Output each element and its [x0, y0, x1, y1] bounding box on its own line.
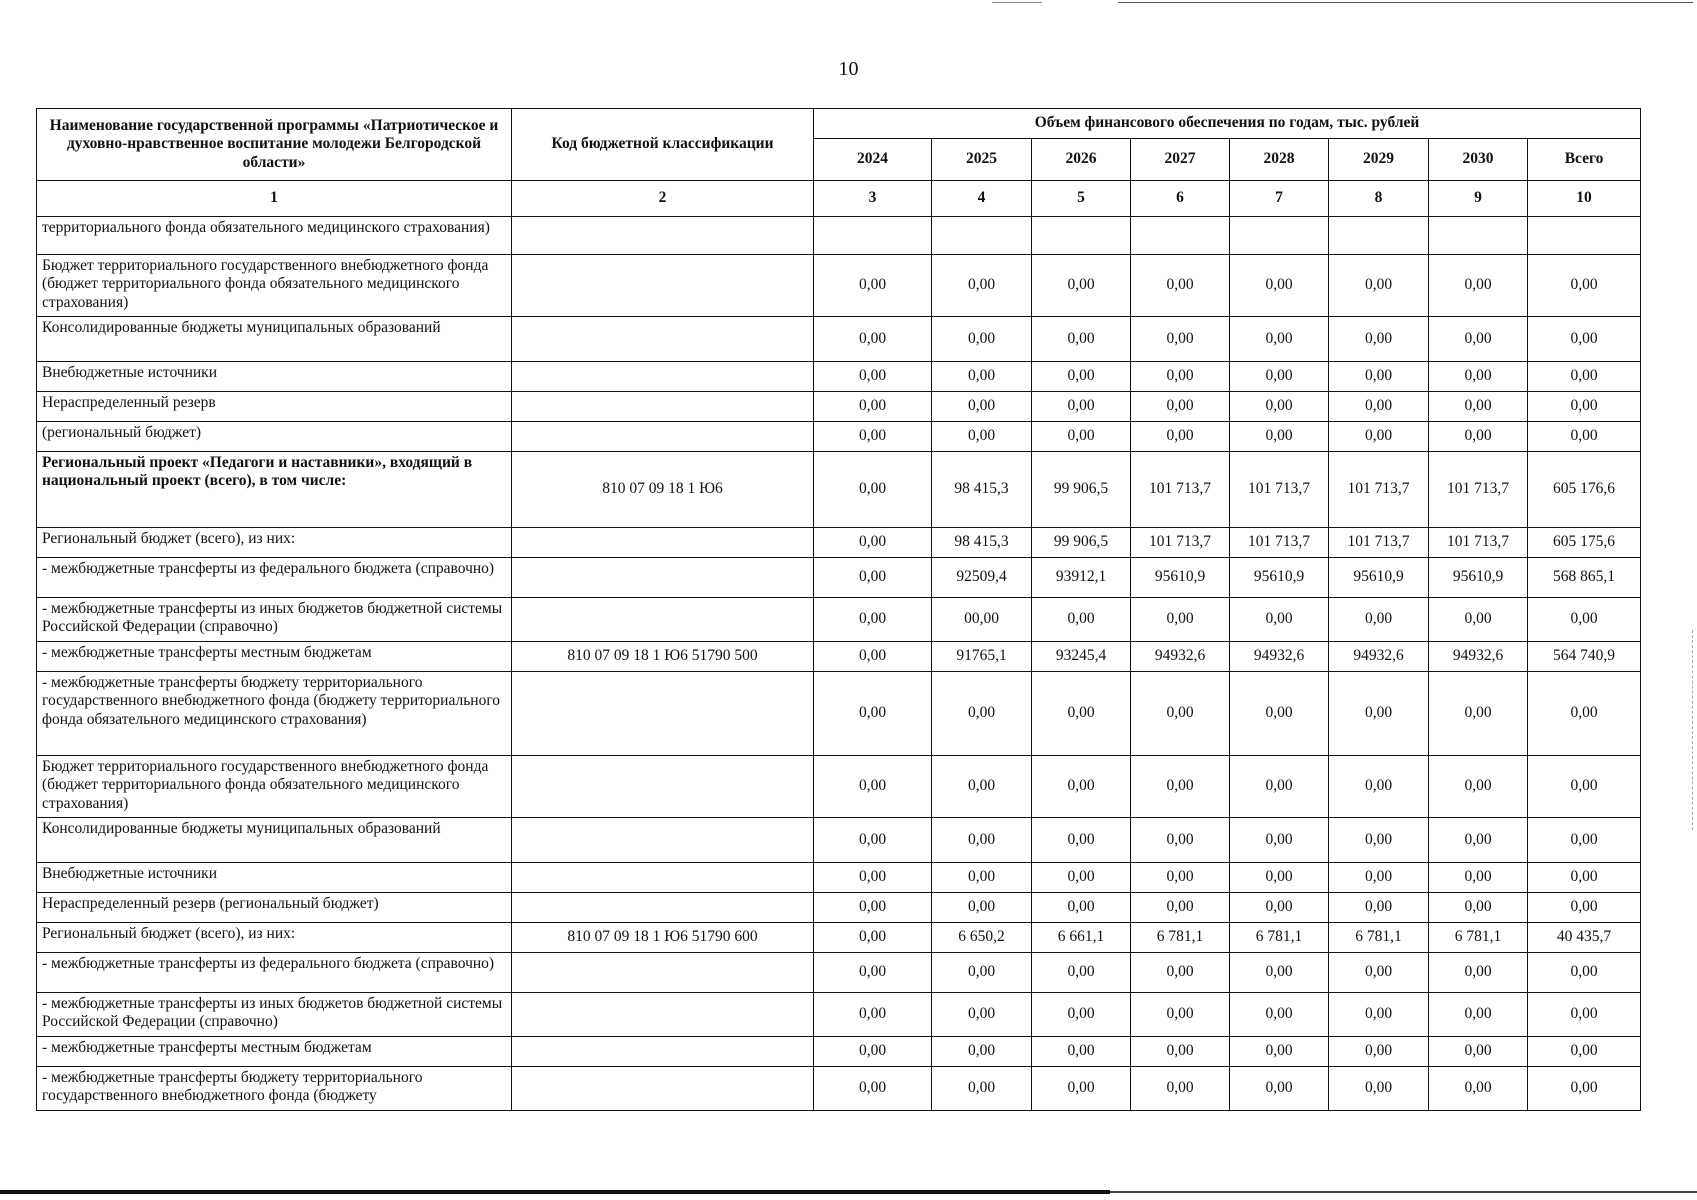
row-year-value: 94932,6 [1429, 642, 1528, 672]
header-year: 2026 [1032, 139, 1131, 181]
row-year-value: 0,00 [932, 993, 1032, 1037]
row-year-value: 0,00 [1429, 255, 1528, 317]
row-year-value: 0,00 [814, 528, 932, 558]
row-budget-code [512, 993, 814, 1037]
row-year-value: 0,00 [1329, 893, 1429, 923]
row-year-value: 0,00 [814, 1037, 932, 1067]
header-year: 2029 [1329, 139, 1429, 181]
row-budget-code [512, 672, 814, 756]
row-year-value: 0,00 [1230, 255, 1329, 317]
row-name: - межбюджетные трансферты местным бюджетам [37, 642, 512, 672]
row-year-value: 0,00 [1230, 392, 1329, 422]
column-index: 4 [932, 181, 1032, 217]
row-year-value: 0,00 [1230, 993, 1329, 1037]
row-year-value: 101 713,7 [1131, 528, 1230, 558]
row-budget-code [512, 818, 814, 863]
row-year-value: 0,00 [1230, 1067, 1329, 1111]
row-year-value: 0,00 [932, 362, 1032, 392]
row-year-value: 0,00 [932, 953, 1032, 993]
table-row [37, 317, 1641, 362]
row-year-value: 0,00 [1329, 863, 1429, 893]
row-year-value: 0,00 [932, 422, 1032, 452]
row-year-value: 0,00 [1131, 818, 1230, 863]
row-budget-code [512, 598, 814, 642]
row-year-value: 94932,6 [1131, 642, 1230, 672]
row-year-value: 00,00 [932, 598, 1032, 642]
row-year-value: 0,00 [1329, 598, 1429, 642]
header-year: 2025 [932, 139, 1032, 181]
row-year-value: 101 713,7 [1230, 452, 1329, 528]
row-year-value: 0,00 [814, 392, 932, 422]
row-year-value: 0,00 [814, 642, 932, 672]
row-year-value: 0,00 [1131, 598, 1230, 642]
scan-artifact-line [1118, 2, 1693, 3]
column-index: 2 [512, 181, 814, 217]
row-year-value: 0,00 [1131, 993, 1230, 1037]
row-year-value: 0,00 [1429, 863, 1528, 893]
row-year-value [1131, 217, 1230, 255]
table-row [37, 422, 1641, 452]
row-year-value: 101 713,7 [1329, 528, 1429, 558]
row-year-value: 0,00 [1429, 1067, 1528, 1111]
row-total-value: 0,00 [1528, 422, 1641, 452]
row-year-value: 6 781,1 [1230, 923, 1329, 953]
row-year-value: 95610,9 [1230, 558, 1329, 598]
row-year-value: 0,00 [1429, 672, 1528, 756]
row-year-value: 0,00 [814, 953, 932, 993]
row-budget-code: 810 07 09 18 1 Ю6 [512, 452, 814, 528]
row-year-value: 6 781,1 [1429, 923, 1528, 953]
row-total-value: 0,00 [1528, 255, 1641, 317]
row-year-value: 0,00 [1230, 756, 1329, 818]
row-year-value: 0,00 [1131, 756, 1230, 818]
row-year-value: 0,00 [1230, 672, 1329, 756]
row-year-value: 0,00 [1131, 953, 1230, 993]
row-total-value: 0,00 [1528, 317, 1641, 362]
row-year-value: 101 713,7 [1329, 452, 1429, 528]
row-budget-code [512, 1037, 814, 1067]
row-year-value: 0,00 [1032, 317, 1131, 362]
row-year-value: 0,00 [1329, 1037, 1429, 1067]
row-year-value: 0,00 [1131, 1067, 1230, 1111]
row-year-value: 0,00 [1131, 893, 1230, 923]
row-year-value: 0,00 [814, 923, 932, 953]
scan-bottom-line [1110, 1191, 1697, 1193]
row-name: Региональный проект «Педагоги и наставники», входящий в национальный проект (всего), в том числе: [37, 452, 512, 528]
scan-edge-marks [1692, 630, 1694, 830]
row-year-value: 91765,1 [932, 642, 1032, 672]
financing-table [36, 108, 1641, 1111]
column-index-row [37, 181, 1641, 217]
row-name: - межбюджетные трансферты бюджету территориального государственного внебюджетного фонда (бюджету территориального фонда обязательного медицинского страхования) [37, 672, 512, 756]
row-year-value: 0,00 [1032, 818, 1131, 863]
row-name: Консолидированные бюджеты муниципальных образований [37, 317, 512, 362]
row-year-value: 93912,1 [1032, 558, 1131, 598]
header-total: Всего [1528, 139, 1641, 181]
row-year-value: 0,00 [1329, 756, 1429, 818]
row-year-value: 101 713,7 [1429, 452, 1528, 528]
row-year-value: 0,00 [932, 1067, 1032, 1111]
row-budget-code [512, 863, 814, 893]
column-index: 9 [1429, 181, 1528, 217]
header-year: 2024 [814, 139, 932, 181]
row-year-value: 0,00 [932, 818, 1032, 863]
row-year-value: 0,00 [932, 392, 1032, 422]
scan-artifact-line [992, 2, 1042, 3]
row-budget-code: 810 07 09 18 1 Ю6 51790 600 [512, 923, 814, 953]
column-index: 10 [1528, 181, 1641, 217]
row-budget-code [512, 528, 814, 558]
column-index: 1 [37, 181, 512, 217]
row-budget-code [512, 255, 814, 317]
row-total-value: 0,00 [1528, 863, 1641, 893]
row-budget-code [512, 392, 814, 422]
row-year-value: 101 713,7 [1429, 528, 1528, 558]
page-number: 10 [838, 58, 859, 80]
column-index: 3 [814, 181, 932, 217]
row-budget-code [512, 893, 814, 923]
row-budget-code [512, 756, 814, 818]
row-name: Региональный бюджет (всего), из них: [37, 923, 512, 953]
row-year-value: 0,00 [814, 558, 932, 598]
row-year-value: 0,00 [814, 452, 932, 528]
row-budget-code [512, 422, 814, 452]
row-name: - межбюджетные трансферты из иных бюджетов бюджетной системы Российской Федерации (справочно) [37, 598, 512, 642]
row-year-value: 0,00 [1230, 953, 1329, 993]
column-index: 6 [1131, 181, 1230, 217]
row-name: Нераспределенный резерв [37, 392, 512, 422]
row-year-value: 0,00 [1329, 392, 1429, 422]
row-year-value: 0,00 [814, 362, 932, 392]
row-total-value: 605 176,6 [1528, 452, 1641, 528]
row-year-value: 0,00 [1131, 672, 1230, 756]
row-year-value: 0,00 [1032, 422, 1131, 452]
table-row [37, 392, 1641, 422]
row-year-value: 0,00 [814, 1067, 932, 1111]
row-total-value [1528, 217, 1641, 255]
header-budget-code: Код бюджетной классификации [512, 109, 814, 181]
row-year-value: 0,00 [932, 1037, 1032, 1067]
row-year-value: 0,00 [932, 756, 1032, 818]
table-row [37, 528, 1641, 558]
column-index: 7 [1230, 181, 1329, 217]
row-name: - межбюджетные трансферты из федерального бюджета (справочно) [37, 953, 512, 993]
row-budget-code [512, 217, 814, 255]
row-year-value: 0,00 [932, 893, 1032, 923]
header-year: 2030 [1429, 139, 1528, 181]
row-year-value: 0,00 [1032, 1037, 1131, 1067]
row-year-value: 0,00 [1131, 317, 1230, 362]
row-name: - межбюджетные трансферты из федерального бюджета (справочно) [37, 558, 512, 598]
table-row [37, 1067, 1641, 1111]
row-budget-code [512, 558, 814, 598]
row-name: Консолидированные бюджеты муниципальных образований [37, 818, 512, 863]
row-year-value: 0,00 [1131, 863, 1230, 893]
row-budget-code [512, 317, 814, 362]
row-year-value [1429, 217, 1528, 255]
row-total-value: 40 435,7 [1528, 923, 1641, 953]
table-row [37, 756, 1641, 818]
row-year-value: 0,00 [1230, 422, 1329, 452]
row-year-value: 0,00 [1032, 392, 1131, 422]
row-year-value: 0,00 [1131, 422, 1230, 452]
row-total-value: 564 740,9 [1528, 642, 1641, 672]
row-year-value: 92509,4 [932, 558, 1032, 598]
row-total-value: 568 865,1 [1528, 558, 1641, 598]
row-year-value: 6 661,1 [1032, 923, 1131, 953]
row-name: Внебюджетные источники [37, 362, 512, 392]
row-year-value: 0,00 [814, 863, 932, 893]
row-total-value: 0,00 [1528, 392, 1641, 422]
row-year-value: 6 781,1 [1131, 923, 1230, 953]
row-year-value: 0,00 [1429, 392, 1528, 422]
table-row [37, 818, 1641, 863]
row-year-value: 0,00 [1329, 362, 1429, 392]
row-year-value: 93245,4 [1032, 642, 1131, 672]
row-year-value: 99 906,5 [1032, 528, 1131, 558]
row-year-value: 0,00 [814, 255, 932, 317]
row-budget-code [512, 953, 814, 993]
row-year-value: 0,00 [1429, 993, 1528, 1037]
table-row [37, 217, 1641, 255]
row-year-value: 0,00 [1329, 818, 1429, 863]
row-year-value: 0,00 [814, 993, 932, 1037]
row-total-value: 0,00 [1528, 1067, 1641, 1111]
header-program-name: Наименование государственной программы «Патриотическое и духовно-нравственное воспитание молодежи Белгородской области» [37, 109, 512, 181]
row-year-value: 0,00 [932, 317, 1032, 362]
row-year-value: 0,00 [814, 756, 932, 818]
row-year-value: 0,00 [1329, 953, 1429, 993]
row-year-value: 0,00 [1032, 893, 1131, 923]
table-row [37, 558, 1641, 598]
row-year-value: 0,00 [1230, 818, 1329, 863]
row-year-value: 0,00 [1329, 317, 1429, 362]
row-year-value: 0,00 [1329, 422, 1429, 452]
row-year-value: 0,00 [1329, 993, 1429, 1037]
row-year-value: 0,00 [1230, 317, 1329, 362]
row-year-value: 0,00 [1329, 1067, 1429, 1111]
row-year-value: 0,00 [1429, 893, 1528, 923]
row-year-value: 0,00 [1429, 317, 1528, 362]
row-year-value: 0,00 [932, 863, 1032, 893]
row-year-value: 0,00 [1032, 953, 1131, 993]
row-name: - межбюджетные трансферты местным бюджетам [37, 1037, 512, 1067]
row-year-value: 0,00 [1131, 392, 1230, 422]
row-year-value: 0,00 [1032, 672, 1131, 756]
row-year-value: 0,00 [1429, 362, 1528, 392]
row-year-value: 6 650,2 [932, 923, 1032, 953]
row-total-value: 0,00 [1528, 953, 1641, 993]
row-total-value: 605 175,6 [1528, 528, 1641, 558]
table-row [37, 923, 1641, 953]
row-name: Внебюджетные источники [37, 863, 512, 893]
row-year-value: 0,00 [814, 672, 932, 756]
row-year-value: 0,00 [814, 317, 932, 362]
header-year: 2027 [1131, 139, 1230, 181]
row-year-value: 101 713,7 [1230, 528, 1329, 558]
row-year-value: 0,00 [1329, 255, 1429, 317]
row-year-value: 0,00 [1032, 993, 1131, 1037]
row-name: Бюджет территориального государственного внебюджетного фонда (бюджет территориального фонда обязательного медицинского страхования) [37, 756, 512, 818]
row-budget-code [512, 1067, 814, 1111]
row-name: (региональный бюджет) [37, 422, 512, 452]
table-row [37, 255, 1641, 317]
row-name: территориального фонда обязательного медицинского страхования) [37, 217, 512, 255]
row-year-value: 0,00 [1032, 1067, 1131, 1111]
row-budget-code [512, 362, 814, 392]
column-index: 5 [1032, 181, 1131, 217]
row-year-value: 0,00 [1032, 255, 1131, 317]
row-year-value [814, 217, 932, 255]
row-year-value: 101 713,7 [1131, 452, 1230, 528]
row-year-value: 0,00 [1429, 1037, 1528, 1067]
row-year-value: 99 906,5 [1032, 452, 1131, 528]
row-total-value: 0,00 [1528, 993, 1641, 1037]
row-year-value: 0,00 [1230, 362, 1329, 392]
row-year-value: 95610,9 [1329, 558, 1429, 598]
row-year-value: 0,00 [1429, 953, 1528, 993]
row-total-value: 0,00 [1528, 362, 1641, 392]
row-year-value: 95610,9 [1131, 558, 1230, 598]
row-year-value: 0,00 [814, 818, 932, 863]
row-year-value: 0,00 [1230, 893, 1329, 923]
table-row [37, 893, 1641, 923]
column-index: 8 [1329, 181, 1429, 217]
row-year-value: 0,00 [1230, 1037, 1329, 1067]
row-year-value: 0,00 [932, 672, 1032, 756]
row-year-value: 95610,9 [1429, 558, 1528, 598]
row-year-value: 0,00 [1131, 1037, 1230, 1067]
row-budget-code: 810 07 09 18 1 Ю6 51790 500 [512, 642, 814, 672]
row-year-value: 0,00 [1131, 362, 1230, 392]
row-year-value: 0,00 [1032, 598, 1131, 642]
row-year-value: 0,00 [1230, 598, 1329, 642]
header-financing-volume: Объем финансового обеспечения по годам, тыс. рублей [814, 109, 1641, 139]
table-row [37, 1037, 1641, 1067]
row-year-value: 0,00 [1032, 863, 1131, 893]
row-year-value: 94932,6 [1329, 642, 1429, 672]
row-name: Региональный бюджет (всего), из них: [37, 528, 512, 558]
row-total-value: 0,00 [1528, 672, 1641, 756]
row-year-value: 0,00 [1329, 672, 1429, 756]
table-row [37, 452, 1641, 528]
row-year-value [1329, 217, 1429, 255]
row-year-value: 0,00 [1032, 362, 1131, 392]
row-name: - межбюджетные трансферты бюджету территориального государственного внебюджетного фонда (бюджету [37, 1067, 512, 1111]
header-year: 2028 [1230, 139, 1329, 181]
table-row [37, 598, 1641, 642]
row-year-value: 6 781,1 [1329, 923, 1429, 953]
row-year-value [1230, 217, 1329, 255]
row-year-value: 0,00 [1230, 863, 1329, 893]
row-name: - межбюджетные трансферты из иных бюджетов бюджетной системы Российской Федерации (справочно) [37, 993, 512, 1037]
row-total-value: 0,00 [1528, 598, 1641, 642]
row-year-value: 0,00 [1429, 422, 1528, 452]
row-total-value: 0,00 [1528, 1037, 1641, 1067]
table-row [37, 642, 1641, 672]
row-total-value: 0,00 [1528, 818, 1641, 863]
row-year-value: 0,00 [814, 422, 932, 452]
row-year-value [1032, 217, 1131, 255]
scan-bottom-line [0, 1190, 1110, 1194]
row-name: Нераспределенный резерв (региональный бюджет) [37, 893, 512, 923]
row-year-value: 0,00 [1032, 756, 1131, 818]
table-row [37, 993, 1641, 1037]
row-year-value: 0,00 [814, 893, 932, 923]
row-total-value: 0,00 [1528, 756, 1641, 818]
row-year-value: 0,00 [1429, 756, 1528, 818]
table-row [37, 672, 1641, 756]
row-year-value [932, 217, 1032, 255]
row-total-value: 0,00 [1528, 893, 1641, 923]
table-row [37, 863, 1641, 893]
row-year-value: 0,00 [932, 255, 1032, 317]
row-name: Бюджет территориального государственного внебюджетного фонда (бюджет территориального фонда обязательного медицинского страхования) [37, 255, 512, 317]
table-row [37, 953, 1641, 993]
row-year-value: 98 415,3 [932, 452, 1032, 528]
row-year-value: 0,00 [1429, 818, 1528, 863]
row-year-value: 0,00 [1131, 255, 1230, 317]
row-year-value: 0,00 [1429, 598, 1528, 642]
table-row [37, 362, 1641, 392]
row-year-value: 98 415,3 [932, 528, 1032, 558]
row-year-value: 0,00 [814, 598, 932, 642]
row-year-value: 94932,6 [1230, 642, 1329, 672]
